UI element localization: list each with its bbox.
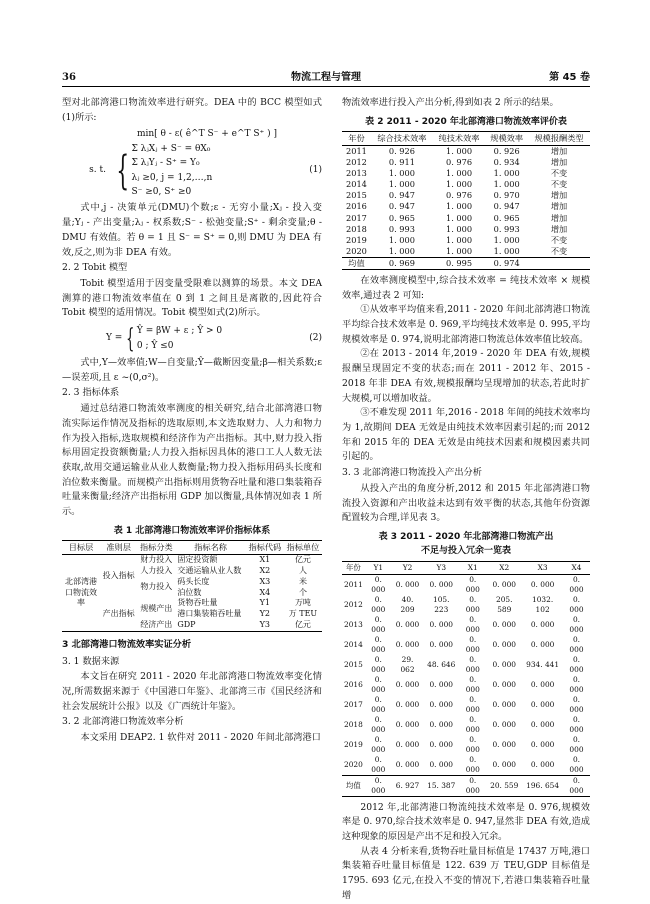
table-cell: 0. 993 (388, 223, 415, 234)
subsection-heading: 2. 2 Tobit 模型 (62, 262, 128, 274)
table-cell: 物力投入 (140, 582, 173, 592)
table-row (342, 635, 590, 655)
table-cell: 1. 000 (493, 234, 520, 245)
table-header: Y1 (365, 561, 392, 574)
table-cell: 0. 000 (429, 679, 453, 689)
brace: { (126, 323, 135, 354)
table-cell: 1. 000 (493, 168, 520, 179)
table-cell: 0. 947 (388, 201, 415, 212)
table-cell: 0. 000 (429, 739, 453, 749)
table-cell: 0. 000 (465, 674, 480, 694)
table-cell: 40. 209 (400, 594, 415, 614)
table-header: X2 (486, 561, 522, 574)
table-cell: 人力投入 (140, 566, 173, 576)
table-cell: 0. 000 (371, 674, 386, 694)
paragraph: 本文采用 DEAP2. 1 软件对 2011 - 2020 年间北部湾港口 (80, 732, 321, 744)
table-cell: 1. 000 (493, 179, 520, 190)
table-cell: 增加 (550, 146, 568, 157)
table-cell: 2014 (344, 639, 363, 649)
table-cell: 产出指标 (102, 609, 135, 619)
table-cell: 0. 000 (371, 574, 386, 594)
table-cell: 0. 000 (465, 594, 480, 614)
paragraph: ①从效率平均值来看,2011 - 2020 年间北部湾港口物流平均综合技术效率是 0. 969,平均纯技术效率是 0. 995,平均规模效率是 0. 974,说明北部湾港口物流总体效率值比较高。 (342, 304, 590, 345)
table-cell: 0. 947 (388, 190, 415, 201)
table-cell: 0. 000 (492, 699, 516, 709)
table-cell: 0. 000 (371, 614, 386, 634)
equation-case: Ŷ = βW + ε ; Ŷ > 0 (136, 326, 223, 337)
table-row (342, 235, 590, 246)
subsection-heading: 2. 3 指标体系 (62, 387, 120, 399)
table-cell: X2 (259, 566, 271, 576)
table-cell: X3 (259, 576, 271, 586)
table-cell: 2019 (346, 234, 367, 245)
table-cell: 0. 000 (395, 699, 420, 709)
table-cell: 1. 000 (388, 168, 415, 179)
table-header: 规模效率 (485, 132, 528, 146)
table-header: 年份 (342, 132, 371, 146)
table-cell: 0. 969 (388, 257, 415, 268)
table-cell: 0. 993 (493, 223, 520, 234)
table-cell: 港口集装箱吞吐量 (177, 609, 242, 619)
table-cell: 2015 (346, 190, 367, 201)
table-cell: 0. 000 (569, 734, 584, 754)
table-cell: 0. 000 (395, 759, 420, 769)
table-cell: 0. 934 (493, 157, 520, 168)
table-header: 指标单位 (284, 541, 322, 555)
table-cell: 0. 000 (492, 759, 516, 769)
table-header: X4 (563, 561, 590, 574)
table-cell: 人 (298, 566, 307, 576)
table-cell: 2015 (344, 659, 363, 669)
table-cell: 0. 000 (492, 619, 516, 629)
table-cell: Y2 (259, 609, 271, 619)
table-cell: 亿元 (294, 555, 311, 565)
table-cell: 财力投入 (140, 555, 173, 565)
table-cell: 0. 995 (446, 257, 473, 268)
table-cell: 0. 947 (493, 201, 520, 212)
table-cell: 增加 (550, 157, 568, 168)
table-cell: 0. 000 (492, 579, 516, 589)
paragraph: 通过总结港口物流效率测度的相关研究,结合北部湾港口物流实际运作情况及指标的选取原则,本文选取财力、人力和物力作为投入指标,选取规模和经济作为产出指标。其中,财力投入指标用固定投资额衡量;人力投入指标因具体的港口工人人数无法获取,故用交通运输业从业人数衡量;物力投入指标用码头长度和泊位数来衡量。而规模产出指标则用货物吞吐量和港口集装箱吞吐量来衡量;经济产出指标用 GDP 加以衡量,具体情况如表 1 所示。 (62, 403, 322, 518)
equation-number: (2) (309, 333, 322, 344)
table-cell: 0. 000 (569, 594, 584, 614)
table-cell: 1. 000 (446, 201, 473, 212)
table-cell: 0. 000 (465, 574, 480, 594)
table-cell: 0. 000 (569, 714, 584, 734)
table-cell: 泊位数 (177, 587, 202, 597)
table-cell: 增加 (550, 223, 568, 234)
table-cell: 2012 (346, 157, 367, 168)
table-row (62, 555, 322, 566)
equation-number: (1) (309, 165, 322, 176)
table-cell: 0. 000 (569, 775, 584, 795)
table-cell: 均值 (348, 257, 365, 268)
table-cell: 0. 000 (429, 579, 453, 589)
table-cell: 0. 926 (388, 146, 415, 157)
paragraph: Tobit 模型适用于因变量受限难以测算的场景。本文 DEA 测算的港口物流效率值在 0 到 1 之间且是离散的,因此符合 Tobit 模型的适用情况。Tobit 模型如式(2)所示。 (62, 277, 322, 319)
table-cell: 0. 000 (530, 699, 555, 709)
table-cell: X4 (259, 587, 271, 597)
table-cell: 0. 000 (530, 579, 555, 589)
table-cell: 1. 000 (446, 245, 473, 256)
table-row (342, 595, 590, 615)
table-cell: 均值 (346, 780, 361, 790)
table-cell: 0. 000 (465, 734, 480, 754)
table-cell: 亿元 (294, 620, 311, 630)
table-cell: 经济产出 (140, 620, 173, 630)
table-cell: 0. 000 (465, 634, 480, 654)
table-3-title: 表 3 2011 - 2020 年北部湾港口物流产出 (378, 532, 554, 543)
table-cell: 规模产出 (140, 603, 173, 613)
table-cell: 0. 970 (493, 190, 520, 201)
equation-constraints (62, 142, 322, 200)
table-row (342, 715, 590, 735)
table-cell: 0. 000 (530, 639, 555, 649)
table-cell: 0. 000 (371, 714, 386, 734)
section-heading: 3 北部湾港口物流效率实证分析 (62, 638, 192, 650)
table-cell: 0. 000 (530, 739, 555, 749)
table-cell: 0. 976 (446, 157, 473, 168)
table-cell: 2016 (344, 679, 363, 689)
table-cell: 米 (298, 576, 307, 586)
table-header: X1 (459, 561, 486, 574)
right-column (342, 96, 590, 904)
table-row (342, 755, 590, 775)
table-cell: 0. 000 (465, 654, 480, 674)
subsection-heading: 3. 2 北部湾港口物流效率分析 (62, 716, 184, 728)
table-cell: 货物吞吐量 (177, 598, 218, 608)
constraint-list (131, 142, 212, 200)
table-cell: 20. 559 (490, 780, 519, 790)
table-cell (528, 257, 590, 269)
table-2-title: 表 2 2011 - 2020 年北部湾港口物流效率评价表 (365, 116, 567, 127)
table-cell: 105. 223 (433, 594, 450, 614)
table-row (342, 675, 590, 695)
table-cell: 0. 000 (569, 654, 584, 674)
table-cell: 不变 (550, 245, 568, 256)
table-header: 指标名称 (175, 541, 245, 555)
left-column (62, 96, 322, 746)
equation-2 (62, 324, 322, 353)
table-2 (342, 131, 590, 270)
table-row (342, 246, 590, 258)
table-row (342, 213, 590, 224)
table-cell: 0. 000 (492, 719, 516, 729)
table-cell: 0. 000 (395, 579, 420, 589)
table-row (342, 224, 590, 235)
table-cell: Y1 (259, 598, 271, 608)
table-cell: 增加 (550, 201, 568, 212)
table-cell: 0. 965 (493, 212, 520, 223)
table-cell: 0. 000 (371, 694, 386, 714)
table-header: 规模报酬类型 (528, 132, 590, 146)
table-row (342, 190, 590, 201)
table-cell: 1. 000 (446, 146, 473, 157)
table-cell: 0. 000 (371, 634, 386, 654)
table-cell: 0. 000 (371, 775, 386, 795)
equation-1 (62, 127, 322, 199)
table-row (342, 695, 590, 715)
table-cell: X1 (259, 555, 271, 565)
table-cell: 2017 (346, 212, 367, 223)
table-cell: 0. 000 (429, 759, 453, 769)
table-cell: 不变 (550, 168, 568, 179)
table-header: 指标代码 (246, 541, 284, 555)
paragraph: ②在 2013 - 2014 年,2019 - 2020 年 DEA 有效,规模报酬呈现固定不变的状态;而在 2011 - 2012 年、2015 - 2018 年非 DEA 有效,规模报酬均呈现增加的状态,若此时扩大规模,可以增加收益。 (342, 348, 590, 404)
table-cell: 0. 000 (530, 759, 555, 769)
page-number: 36 (62, 72, 76, 83)
table-row (342, 615, 590, 635)
table-header: 纯技术效率 (433, 132, 485, 146)
table-3-title-line2: 不足与投入冗余一览表 (420, 546, 511, 557)
equation-lhs: Y = (106, 333, 123, 344)
table-header: X3 (522, 561, 563, 574)
table-cell: 0. 000 (569, 574, 584, 594)
table-row (342, 168, 590, 179)
table-cell: 0. 000 (371, 734, 386, 754)
subsection-heading: 3. 3 北部湾港口物流投入产出分析 (342, 467, 482, 479)
table-cell: 6. 927 (395, 780, 420, 790)
table-cell: 0. 926 (493, 146, 520, 157)
table-header: 综合技术效率 (371, 132, 433, 146)
table-cell: 2013 (346, 168, 367, 179)
table-row (342, 157, 590, 168)
paragraph: ③不难发现 2011 年,2016 - 2018 年间的纯技术效率均为 1,故期间 DEA 无效是由纯技术效率因素引起的;而 2012 年和 2015 年的 DEA 无效是由纯技术因素和规模因素共同引起的。 (342, 407, 590, 463)
equation-st: s. t. (89, 165, 106, 176)
table-cell: 0. 000 (395, 739, 420, 749)
table-cell: 增加 (550, 212, 568, 223)
table-cell: 934. 441 (526, 659, 560, 669)
table-cell: 增加 (550, 190, 568, 201)
paragraph: 物流效率进行投入产出分析,得到如表 2 所示的结果。 (342, 97, 559, 108)
table-cell: 2018 (346, 223, 367, 234)
table-header: 年份 (342, 561, 365, 574)
table-cell: 0. 000 (429, 719, 453, 729)
table-row (342, 179, 590, 190)
table-3 (342, 561, 590, 797)
table-cell: 0. 000 (530, 619, 555, 629)
table-cell: 0. 000 (371, 754, 386, 774)
journal-name: 物流工程与管理 (291, 72, 361, 83)
table-cell: 0. 000 (530, 679, 555, 689)
table-cell: 2013 (344, 619, 363, 629)
table-cell: 2018 (344, 719, 363, 729)
table-cell: 0. 000 (530, 719, 555, 729)
equation-objective: min[ θ - ε( ê^T S⁻ + e^T S⁺ ) ] (136, 129, 278, 140)
table-cell: 万吨 (294, 598, 311, 608)
table-cell: 0. 000 (492, 639, 516, 649)
table-header: 准则层 (100, 541, 137, 555)
table-cell: 0. 000 (429, 699, 453, 709)
table-cell: 196. 654 (526, 780, 560, 790)
table-cell: 1032. 102 (532, 594, 554, 614)
table-cell: 0. 000 (569, 754, 584, 774)
table-cell: 0. 000 (395, 719, 420, 729)
table-cell: 0. 000 (395, 679, 420, 689)
table-row (342, 257, 590, 269)
paragraph: 从投入产出的角度分析,2012 和 2015 年北部湾港口物流投入资源和产出收益未达到有效平衡的状态,其他年份资源配置较为合理,详见表 3。 (342, 482, 590, 524)
subsection-heading: 3. 1 数据来源 (62, 655, 120, 667)
table-cell: 2020 (346, 245, 367, 256)
table-cell: 0. 000 (569, 674, 584, 694)
table-cell: 2014 (346, 179, 367, 190)
running-header (62, 70, 590, 87)
table-cell: 个 (298, 587, 307, 597)
table-row (62, 598, 322, 609)
table-cell: 1. 000 (493, 245, 520, 256)
table-cell: GDP (177, 620, 196, 630)
table-cell: 0. 976 (446, 190, 473, 201)
table-cell: 1. 000 (446, 223, 473, 234)
paragraph: 在效率测度模型中,综合技术效率 = 纯技术效率 × 规模效率,通过表 2 可知: (342, 274, 590, 301)
table-cell: 0. 000 (492, 679, 516, 689)
table-cell: 不变 (550, 234, 568, 245)
table-row (342, 574, 590, 594)
equation-case: 0 ; Ŷ ≤0 (136, 340, 174, 351)
table-cell: 1. 000 (446, 234, 473, 245)
table-cell: 0. 000 (492, 659, 516, 669)
table-cell: 0. 000 (371, 594, 386, 614)
table-cell: 投入指标 (102, 571, 135, 581)
table-cell: 0. 000 (465, 775, 480, 795)
table-row (342, 775, 590, 796)
table-cell: 码头长度 (177, 576, 210, 586)
table-cell: 万 TEU (288, 609, 318, 619)
table-cell: 固定投资额 (177, 555, 218, 565)
table-row (342, 735, 590, 755)
table-cell: 2012 (344, 599, 363, 609)
table-cell: 交通运输从业人数 (177, 566, 242, 576)
table-cell: 29. 062 (400, 654, 415, 674)
table-row (342, 201, 590, 212)
table-cell: 0. 000 (371, 654, 386, 674)
constraint: S⁻ ≥0, S⁺ ≥0 (131, 187, 192, 197)
table-row (342, 146, 590, 158)
table-cell: 0. 974 (493, 257, 520, 268)
constraint: Σ λⱼYⱼ - S⁺ = Y₀ (131, 158, 200, 169)
table-cell: 0. 000 (569, 614, 584, 634)
constraint: λⱼ ≥0, j = 1,2,…,n (131, 172, 213, 183)
table-1-title: 表 1 北部湾港口物流效率评价指标体系 (113, 525, 271, 536)
table-cell: 48. 646 (427, 659, 456, 669)
volume-label: 第 45 卷 (549, 72, 590, 83)
table-cell: 2017 (344, 699, 363, 709)
table-cell: 2016 (346, 201, 367, 212)
paragraph: 型对北部湾港口物流效率进行研究。DEA 中的 BCC 模型如式(1)所示: (62, 97, 322, 123)
table-cell: 1. 000 (446, 179, 473, 190)
table-header: Y3 (423, 561, 459, 574)
brace: { (116, 147, 130, 194)
table-cell: 1. 000 (388, 179, 415, 190)
table-cell: 不变 (550, 179, 568, 190)
table-cell: 1. 000 (446, 212, 473, 223)
paragraph: 从表 4 分析来看,货物吞吐量目标值是 17437 万吨,港口集装箱吞吐量目标值是 122. 639 万 TEU,GDP 目标值是 1795. 693 亿元,在投入不变的情况下,若港口集装箱吞吐量增 (342, 845, 590, 901)
constraint: Σ λⱼXⱼ + S⁻ = θX₀ (131, 143, 211, 154)
table-header: Y2 (392, 561, 423, 574)
paragraph: 式中,j - 决策单元(DMU)个数;ε - 无穷小量;Xⱼ - 投入变量;Yⱼ - 产出变量;λⱼ - 权系数;S⁻ - 松弛变量;S⁺ - 剩余变量;θ - DMU 有效值。若 θ = 1 且 S⁻ = S⁺ = 0,则 DMU 为 DEA 有效,反之,则为非 DEA 有效。 (62, 202, 322, 258)
table-row (342, 655, 590, 675)
table-cell: 2011 (346, 146, 367, 157)
table-cell: 0. 000 (395, 639, 420, 649)
table-cell: 1. 000 (446, 168, 473, 179)
table-cell: 2020 (344, 759, 363, 769)
table-cell: 0. 000 (465, 694, 480, 714)
table-cell: Y3 (259, 620, 271, 630)
table-cell: 0. 000 (569, 694, 584, 714)
paragraph: 2012 年,北部湾港口物流纯技术效率是 0. 976,规模效率是 0. 970,综合技术效率是 0. 947,显然非 DEA 有效,造成这种现象的原因是产出不足和投入冗余。 (342, 801, 590, 842)
table-cell: 0. 000 (429, 639, 453, 649)
table-cell: 0. 000 (465, 714, 480, 734)
table-cell: 2019 (344, 739, 363, 749)
table-cell: 0. 911 (388, 157, 415, 168)
table-1 (62, 540, 322, 632)
paragraph: 本文旨在研究 2011 - 2020 年北部湾港口物流效率变化情况,所需数据来源于《中国港口年鉴》、北部湾三市《国民经济和社会发展统计公报》以及《广西统计年鉴》。 (62, 671, 322, 712)
table-cell: 2011 (344, 579, 363, 589)
table-cell: 北部湾港口物流效率 (65, 576, 97, 608)
table-header: 指标分类 (137, 541, 175, 555)
table-cell: 0. 000 (465, 614, 480, 634)
table-cell: 0. 965 (388, 212, 415, 223)
paragraph: 式中,Y—效率值;W—自变量;Ŷ—截断因变量;β—相关系数;ε—误差项,且 ε ~(0,σ²)。 (62, 356, 322, 383)
table-cell: 15. 387 (427, 780, 456, 790)
equation-cases (137, 324, 222, 353)
table-cell: 1. 000 (388, 234, 415, 245)
table-cell: 0. 000 (569, 634, 584, 654)
table-cell: 1. 000 (388, 245, 415, 256)
table-cell: 205. 589 (496, 594, 513, 614)
table-header: 目标层 (62, 541, 100, 555)
table-cell: 0. 000 (492, 739, 516, 749)
table-cell: 0. 000 (465, 754, 480, 774)
table-cell: 0. 000 (429, 619, 453, 629)
table-cell: 0. 000 (395, 619, 420, 629)
